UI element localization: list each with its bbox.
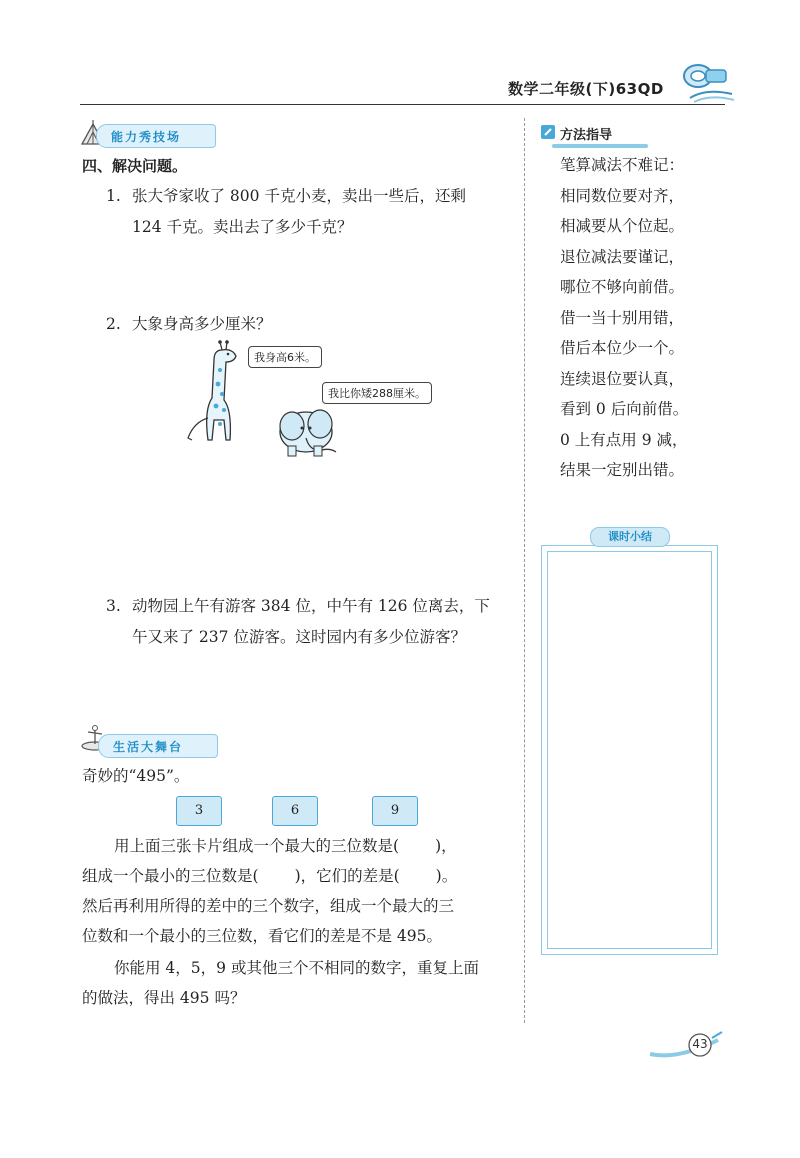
giraffe-speech: 我身高6米。	[248, 346, 322, 368]
question-1-number: 1.	[106, 187, 121, 205]
question-3-number: 3.	[106, 597, 121, 615]
para1-line2-b: )，它们的差是(	[294, 867, 400, 885]
telescope-icon	[676, 58, 736, 104]
question-3-line1: 动物园上午有游客 384 位，中午有 126 位离去，下	[132, 597, 490, 615]
para1-line4: 位数和一个最小的三位数，看它们的差是不是 495。	[82, 927, 443, 945]
para1-line1-b: )，	[435, 837, 457, 855]
question-2-number: 2.	[106, 315, 121, 333]
life-stage-banner-label: 生活大舞台	[113, 740, 184, 754]
para1-line3: 然后再利用所得的差中的三个数字，组成一个最大的三	[82, 897, 455, 915]
tip-line: 结果一定别出错。	[560, 461, 685, 479]
tip-line: 相同数位要对齐，	[560, 186, 685, 205]
para2-line2: 的做法，得出 495 吗？	[82, 989, 246, 1007]
summary-title: 课时小结	[590, 527, 670, 547]
tip-line: 相减要从个位起。	[560, 217, 685, 235]
para1-line1	[114, 830, 457, 862]
method-guide-title: 方法指导	[560, 128, 613, 143]
tip-line: 笔算减法不难记：	[560, 156, 685, 174]
ability-banner-label: 能力秀技场	[111, 130, 182, 144]
number-card-3: 9	[372, 796, 418, 826]
tip-line: 哪位不够向前借。	[560, 278, 685, 296]
page-number-swoosh	[648, 1030, 728, 1060]
para2-line1: 你能用 4，5，9 或其他三个不相同的数字，重复上面	[114, 959, 479, 977]
column-divider	[524, 118, 525, 1023]
tip-line: 借后本位少一个。	[560, 339, 685, 357]
elephant-speech: 我比你矮288厘米。	[322, 382, 432, 404]
section-heading: 四、解决问题。	[82, 157, 188, 175]
number-card-2: 6	[272, 796, 318, 826]
question-2-text: 大象身高多少厘米？	[132, 315, 272, 333]
para1-line2-a: 组成一个最小的三位数是(	[82, 867, 259, 885]
header-title: 数学二年级(下)63QD	[508, 80, 664, 98]
question-3-line2: 午又来了 237 位游客。这时园内有多少位游客？	[132, 628, 466, 646]
header-rule	[80, 104, 725, 105]
ability-banner	[96, 124, 216, 148]
tip-line: 连续退位要认真，	[560, 369, 685, 388]
tip-line: 退位减法要谨记，	[560, 247, 685, 266]
tip-line: 看到 0 后向前借。	[560, 400, 689, 418]
method-tips	[560, 150, 688, 486]
pencil-icon	[538, 122, 558, 142]
tip-line: 0 上有点用 9 减，	[560, 430, 688, 449]
puzzle-title: 奇妙的“495”。	[82, 767, 190, 785]
para1-line2-c: )。	[435, 867, 458, 885]
method-title-underline	[552, 144, 648, 148]
question-1-line2: 124 千克。卖出去了多少千克？	[132, 218, 353, 236]
number-card-1: 3	[176, 796, 222, 826]
para1-line2	[82, 860, 457, 892]
summary-box-inner[interactable]	[547, 551, 712, 949]
life-stage-banner	[98, 734, 218, 758]
page-number: 43	[692, 1037, 708, 1051]
elephant-illustration	[274, 398, 354, 460]
para1-line1-a: 用上面三张卡片组成一个最大的三位数是(	[114, 837, 400, 855]
giraffe-illustration	[180, 340, 250, 455]
question-1-line1: 张大爷家收了 800 千克小麦，卖出一些后，还剩	[132, 187, 466, 205]
tip-line: 借一当十别用错，	[560, 308, 685, 327]
